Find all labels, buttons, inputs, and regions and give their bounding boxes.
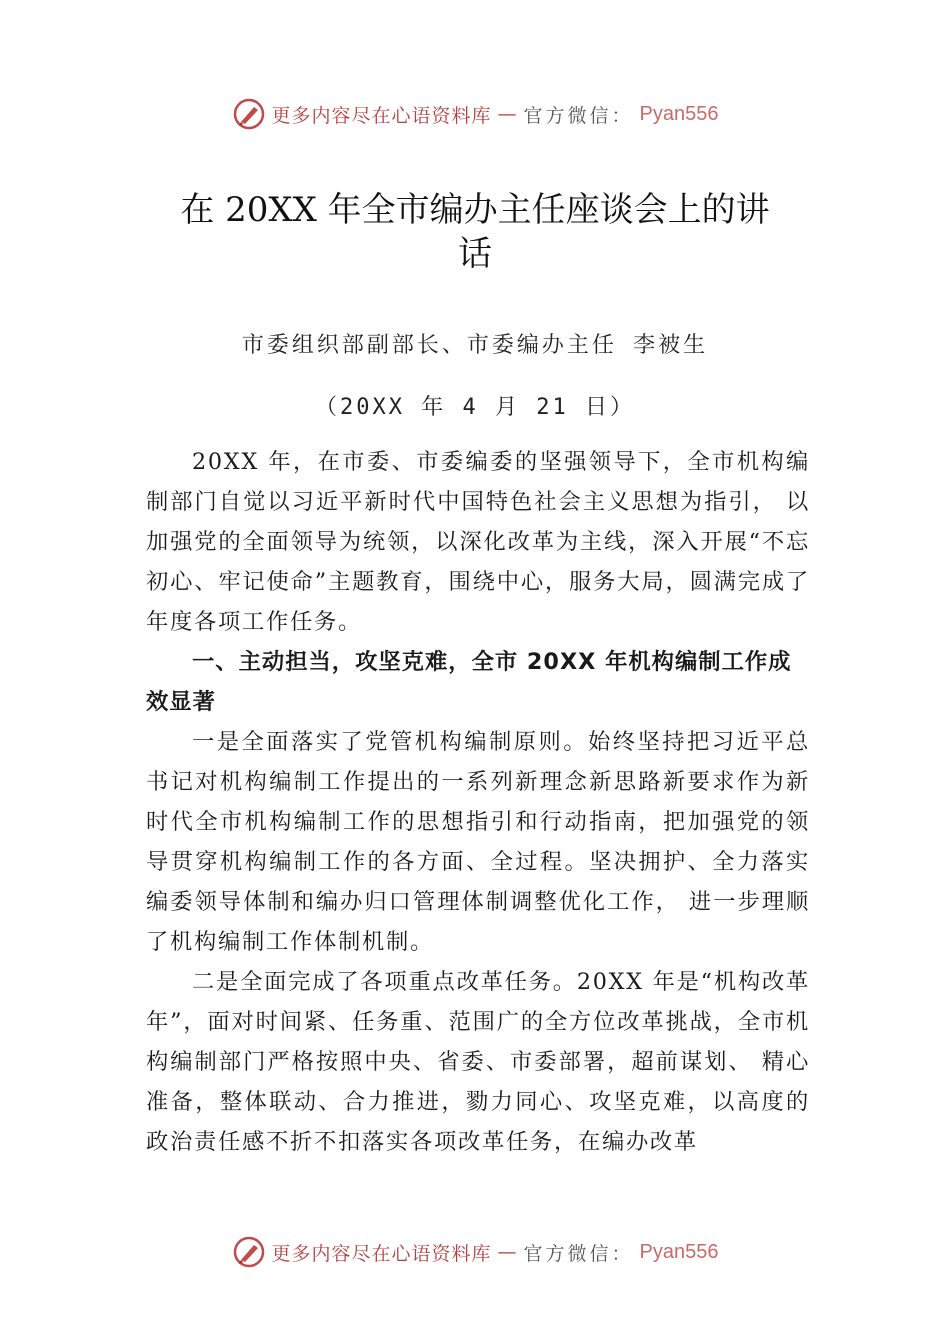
header-banner xyxy=(0,94,950,134)
banner-wechat-label: 官方微信： xyxy=(523,1242,634,1265)
document-title xyxy=(0,188,950,276)
paragraph-point-1: 一是全面落实了党管机构编制原则。始终坚持把习近平总书记对机构编制工作提出的一系列新理念新思路新要求作为新时代全市机构编制工作的思想指引和行动指南，把加强党的领导贯穿机构编制工作的各方面、全过程。坚决拥护、全力落实编委领导体制和编办归口管理体制调整优化工作， 进一步理顺了机构编制工作体制机制。 xyxy=(146,729,810,955)
banner-brand-text: 更多内容尽在心语资料库 xyxy=(271,1242,492,1265)
banner-dash: — xyxy=(497,103,518,125)
banner-brand-text: 更多内容尽在心语资料库 xyxy=(271,104,492,127)
document-body xyxy=(146,442,810,1162)
paragraph-point-2: 二是全面完成了各项重点改革任务。20XX 年是“机构改革年”，面对时间紧、任务重、范围广的全方位改革挑战，全市机构编制部门严格按照中央、省委、市委部署，超前谋划、 精心准备，整体联动、合力推进，勠力同心、攻坚克难，以高度的政治责任感不折不扣落实各项改革任务，在编办改革 xyxy=(146,969,810,1155)
title-line-1: 在 20XX 年全市编办主任座谈会上的讲 xyxy=(180,190,770,230)
section-heading-1: 一、主动担当，攻坚克难，全市 20XX 年机构编制工作成效显著 xyxy=(146,649,792,715)
title-line-2: 话 xyxy=(458,234,492,274)
paragraph-intro: 20XX 年，在市委、市委编委的坚强领导下，全市机构编制部门自觉以习近平新时代中国特色社会主义思想为指引， 以加强党的全面领导为统领，以深化改革为主线，深入开展“不忘初心、牢记使命”主题教育，围绕中心，服务大局，圆满完成了年度各项工作任务。 xyxy=(146,449,810,635)
pen-logo-icon xyxy=(232,97,266,131)
footer-banner xyxy=(0,1232,950,1272)
banner-wechat-id: Pyan556 xyxy=(639,102,719,125)
banner-dash: — xyxy=(497,1241,518,1263)
banner-wechat-id: Pyan556 xyxy=(639,1240,719,1263)
banner-wechat-label: 官方微信： xyxy=(523,104,634,127)
pen-logo-icon xyxy=(232,1235,266,1269)
speaker-line: 市委组织部副部长、市委编办主任 李被生 xyxy=(241,333,709,358)
speech-date: （20XX 年 4 月 21 日） xyxy=(315,395,635,420)
